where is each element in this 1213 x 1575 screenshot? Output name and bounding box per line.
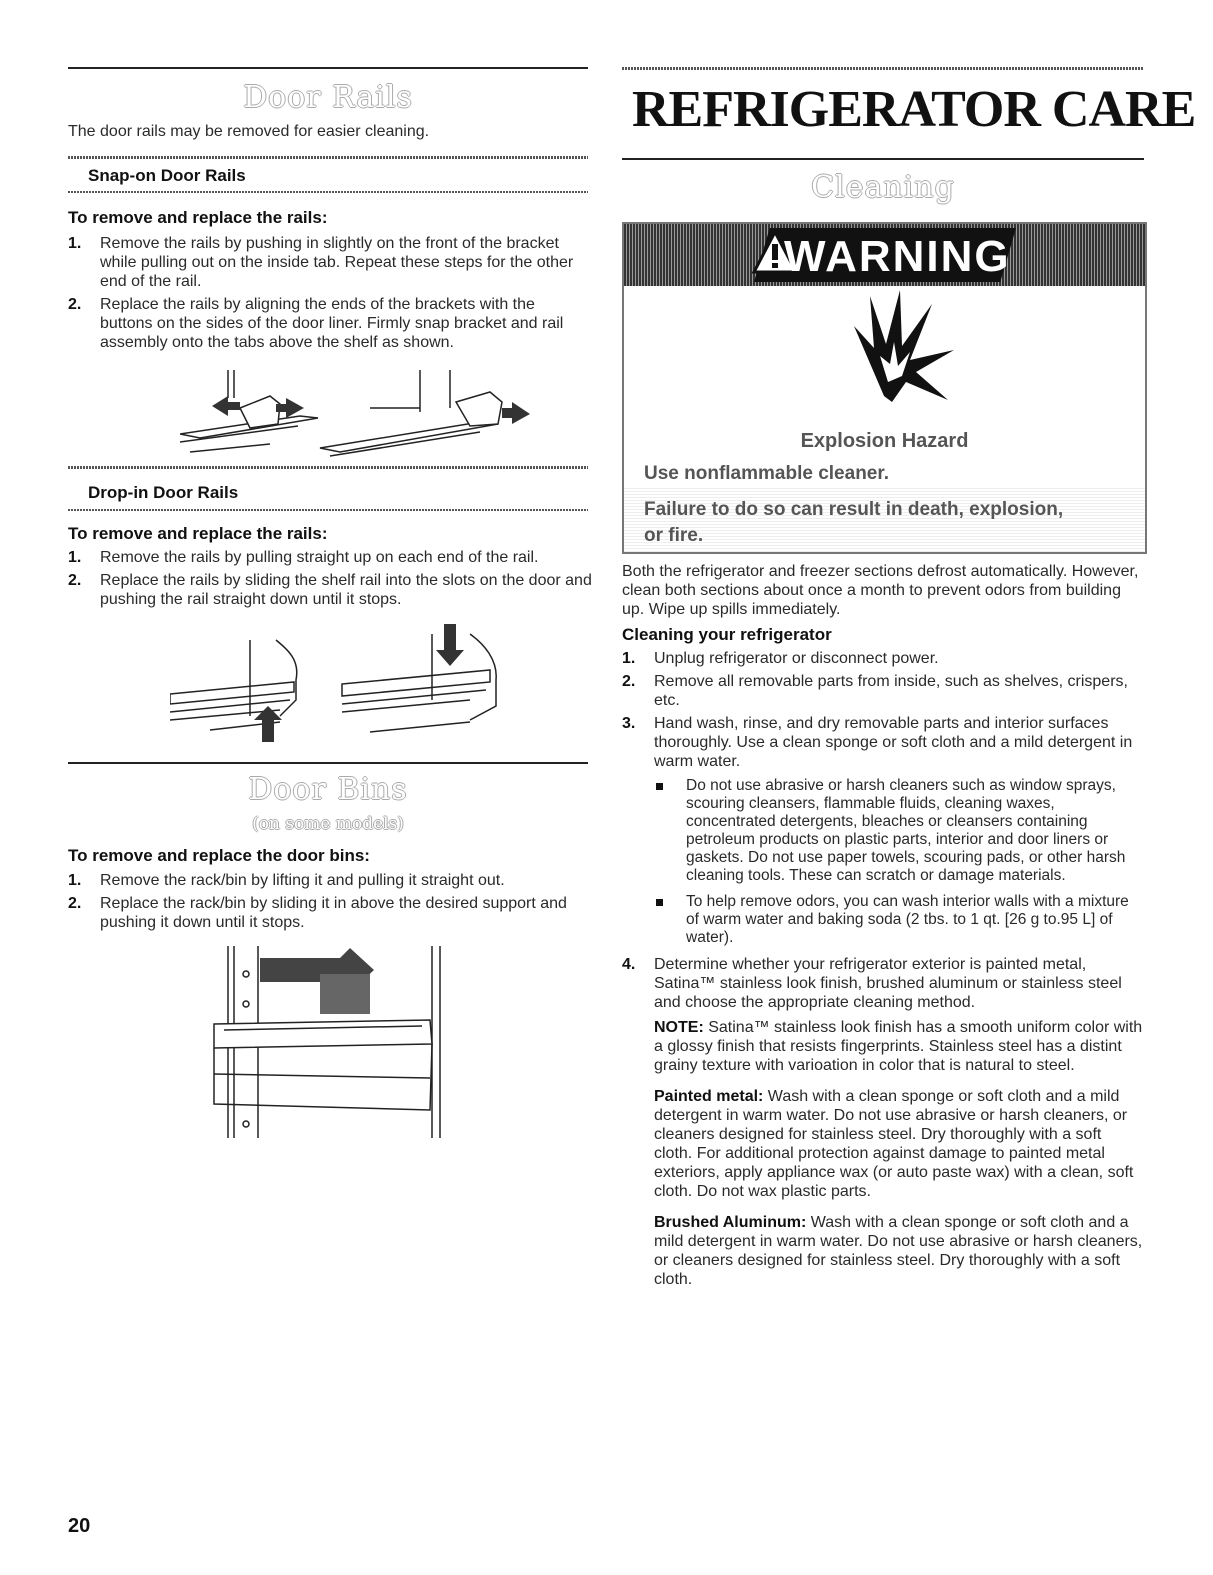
page-number: 20 xyxy=(68,1515,91,1537)
list-item: 1. Remove the rack/bin by lifting it and pulling it straight out. xyxy=(68,872,505,889)
door-rails-heading: Door Rails xyxy=(243,80,413,115)
top-rule-left xyxy=(68,67,588,69)
warning-word: WARNING xyxy=(784,232,1011,281)
divider xyxy=(68,509,588,511)
drop-in-subhead: Drop-in Door Rails xyxy=(88,483,239,502)
door-bins-heading-wrap xyxy=(68,772,588,812)
list-item: 2. Replace the rack/bin by sliding it in above the desired support and pushing it down until it stops. xyxy=(68,895,567,931)
hazard-text-area xyxy=(624,424,1145,549)
snap-on-steps xyxy=(68,234,588,356)
list-item: 4. Determine whether your refrigerator exterior is painted metal, Satina™ stainless look finish, brushed aluminum or stainless steel and choose the appropriate cleaning method. xyxy=(622,956,1122,1011)
bullet-icon xyxy=(656,899,663,906)
arrow-down-icon xyxy=(436,624,464,666)
cleaning-heading-wrap xyxy=(622,166,1144,210)
arrow-icon xyxy=(276,398,304,418)
cleaning-steps xyxy=(622,649,1144,771)
section-rule xyxy=(68,762,588,764)
snap-on-rails-illustration xyxy=(180,368,540,460)
door-bin-illustration xyxy=(200,944,460,1140)
door-bins-steps xyxy=(68,871,588,936)
list-item: Do not use abrasive or harsh cleaners such as window sprays, scouring cleansers, flammable fluids, cleaning waxes, concentrated detergents, bleaches or cleansers containing petroleum products on plastic parts, interior and door liners or gaskets. Do not use paper towels, scouring pads, or other harsh cleaning tools. These can scratch or damage materials. xyxy=(654,777,1144,885)
cleaning-bullets xyxy=(654,777,1144,947)
arrow-icon xyxy=(212,396,240,416)
brushed-aluminum-paragraph: Brushed Aluminum: Wash with a clean sponge or soft cloth and a mild detergent in warm water. Do not use abrasive or harsh cleaners, or cleaners designed for stainless steel. Dry thoroughly with a soft cloth. xyxy=(654,1214,1143,1288)
bullet-icon xyxy=(656,783,663,790)
list-item: 2. Replace the rails by sliding the shelf rail into the slots on the door and pushing the rail straight down until it stops. xyxy=(68,572,592,608)
door-bins-subheading: (on some models) xyxy=(252,814,404,834)
divider xyxy=(68,156,588,159)
divider xyxy=(68,191,588,193)
drop-in-rails-illustration xyxy=(170,620,510,744)
door-bins-subheading-wrap xyxy=(68,814,588,838)
cleaning-subhead: Cleaning your refrigerator xyxy=(622,625,832,644)
snap-on-instruction-head: To remove and replace the rails: xyxy=(68,208,328,227)
door-bins-instruction-head: To remove and replace the door bins: xyxy=(68,846,370,865)
list-item: 2. Replace the rails by aligning the ends of the brackets with the buttons on the sides of the door liner. Firmly snap bracket and rail assembly onto the tabs above the shelf as shown. xyxy=(68,296,564,351)
door-rails-heading-wrap xyxy=(68,80,588,120)
painted-metal-paragraph: Painted metal: Wash with a clean sponge or soft cloth and a mild detergent in warm water. Do not use abrasive or harsh cleaners, or cleaners designed for stainless steel. Dry thoroughly with a soft cloth. For additional protection against damage to painted metal exteriors, apply appliance wax (or auto paste wax) with a clean, soft cloth. Do not wax plastic parts. xyxy=(654,1088,1134,1200)
door-rails-intro: The door rails may be removed for easier cleaning. xyxy=(68,123,430,140)
list-item: 3. Hand wash, rinse, and dry removable parts and interior surfaces thoroughly. Use a clean sponge or soft cloth and a mild detergent in warm water. xyxy=(622,715,1133,770)
list-item: 1. Remove the rails by pushing in slightly on the front of the bracket while pulling out on the inside tab. Repeat these steps for the other end of the rail. xyxy=(68,235,574,290)
warning-box xyxy=(622,222,1147,554)
finish-notes xyxy=(622,1018,1144,1289)
explosion-icon xyxy=(814,286,974,406)
hazard-line: Failure to do so can result in death, explosion, xyxy=(644,499,1064,520)
title-rule xyxy=(622,158,1144,160)
drop-in-instruction-head: To remove and replace the rails: xyxy=(68,524,328,543)
arrow-icon xyxy=(320,974,370,1014)
list-item: 1. Remove the rails by pulling straight up on each end of the rail. xyxy=(68,549,539,566)
drop-in-steps xyxy=(68,548,592,613)
list-item: 1. Unplug refrigerator or disconnect power. xyxy=(622,650,939,667)
top-rule-right xyxy=(622,67,1144,70)
cleaning-step-4 xyxy=(622,955,1144,1012)
page-title: REFRIGERATOR CARE xyxy=(632,81,1196,138)
divider xyxy=(68,466,588,469)
cleaning-intro: Both the refrigerator and freezer sections defrost automatically. However, clean both sections about once a month to prevent odors from building up. Wipe up spills immediately. xyxy=(622,563,1139,618)
note-paragraph: NOTE: Satina™ stainless look finish has a smooth uniform color with a glossy finish that resists fingerprints. Stainless steel has a distint grainy texture with varioation in color that is natural to steel. xyxy=(654,1019,1143,1074)
hazard-line: or fire. xyxy=(644,525,704,546)
warning-header xyxy=(624,224,1145,286)
hazard-line: Use nonflammable cleaner. xyxy=(644,463,889,484)
door-bins-heading: Door Bins xyxy=(248,772,408,807)
snap-on-subhead: Snap-on Door Rails xyxy=(88,166,246,185)
cleaning-body xyxy=(622,562,1144,1301)
list-item: 2. Remove all removable parts from inside, such as shelves, crispers, etc. xyxy=(622,673,1128,709)
arrow-icon xyxy=(502,402,530,424)
list-item: To help remove odors, you can wash interior walls with a mixture of warm water and baking soda (2 tbs. to 1 qt. [26 g to.95 L] of water). xyxy=(654,893,1144,947)
cleaning-heading: Cleaning xyxy=(811,170,955,205)
hazard-title: Explosion Hazard xyxy=(800,430,969,452)
